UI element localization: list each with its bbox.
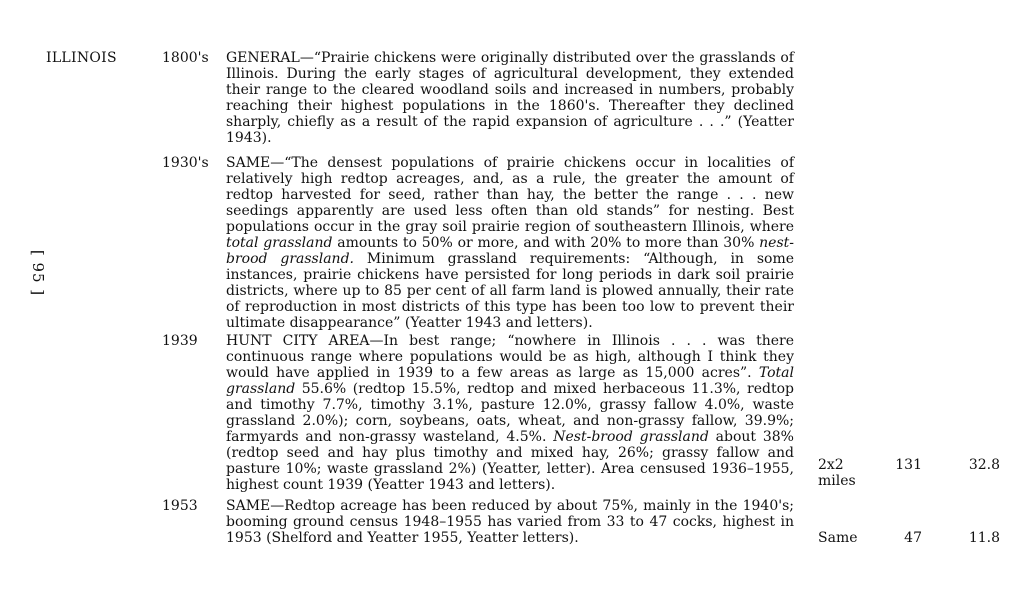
text-segment: about 38% (redtop seed and hay plus timothy and mixed hay, 26%; grassy fallow and pasture 10%; waste grassland 2%) (Yeatter, letter). Area censused 1936–1955, highest count 1939 (Yeatter 1943 and letters). <box>226 429 794 493</box>
entry-text: SAME—Redtop acreage has been reduced by about 75%, mainly in the 1940's; booming ground census 1948–1955 has varied from 33 to 47 cocks, highest in 1953 (Shelford and Yeatter 1955, Yeatter letters). <box>226 498 794 546</box>
entry-text <box>226 155 794 331</box>
text-segment: HUNT CITY AREA—In best range; “nowhere in Illinois . . . was there continuous range where populations would be as high, although I think they would have applied in 1939 to a few areas as large as 15,000 acres”. <box>226 333 794 381</box>
italic-term: total grassland <box>226 235 333 251</box>
density-value: 32.8 <box>968 457 1000 473</box>
italic-term: Nest-brood grassland <box>553 429 709 445</box>
entry-text: GENERAL—“Prairie chickens were originally distributed over the grasslands of Illinois. During the early stages of agricultural development, they extended their range to the cleared woodland soils and increased in numbers, probably reaching their highest populations in the 1860's. Thereafter they declined sharply, chiefly as a result of the rapid expansion of agriculture . . .” (Yeatter 1943). <box>226 50 794 146</box>
count-value: 131 <box>895 457 922 473</box>
area-value: 2x2 miles <box>818 457 856 489</box>
entry-year: 1930's <box>162 155 209 171</box>
text-segment: SAME—“The densest populations of prairie chickens occur in localities of relatively high redtop acreages, and, as a rule, the greater the amount of redtop harvested for seed, rather than hay, the better the range . . . new seedings apparently are used less often than old stands” for nesting. Best populations occur in the gray soil prairie region of southeastern Illinois, where <box>226 155 794 235</box>
count-value: 47 <box>904 530 922 546</box>
density-value: 11.8 <box>968 530 1000 546</box>
text-segment: Minimum grassland requirements: “Although, in some instances, prairie chickens have persisted for long periods in dark soil prairie districts, where up to 85 per cent of all farm land is plowed annually, their rate of reproduction in most districts of this type has been too low to prevent their ultimate disappearance” (Yeatter 1943 and letters). <box>226 251 794 331</box>
italic-term: Total grassland <box>226 365 794 397</box>
state-heading: ILLINOIS <box>46 50 117 66</box>
entry-year: 1939 <box>162 333 198 349</box>
text-segment: amounts to 50% or more, and with 20% to more than 30% <box>332 235 760 251</box>
page-number: [ 95 ] <box>29 249 47 297</box>
italic-term: nest-brood grassland. <box>226 235 794 267</box>
entry-text <box>226 333 794 493</box>
text-segment: 55.6% (redtop 15.5%, redtop and mixed herbaceous 11.3%, redtop and timothy 7.7%, timothy 3.1%, pasture 12.0%, grassy fallow 4.0%, waste grassland 2.0%); corn, soybeans, oats, wheat, and non-grassy fallow, 39.9%; farmyards and non-grassy wasteland, 4.5%. <box>226 381 794 445</box>
entry-year: 1800's <box>162 50 209 66</box>
entry-year: 1953 <box>162 498 198 514</box>
area-value: Same <box>818 530 858 546</box>
